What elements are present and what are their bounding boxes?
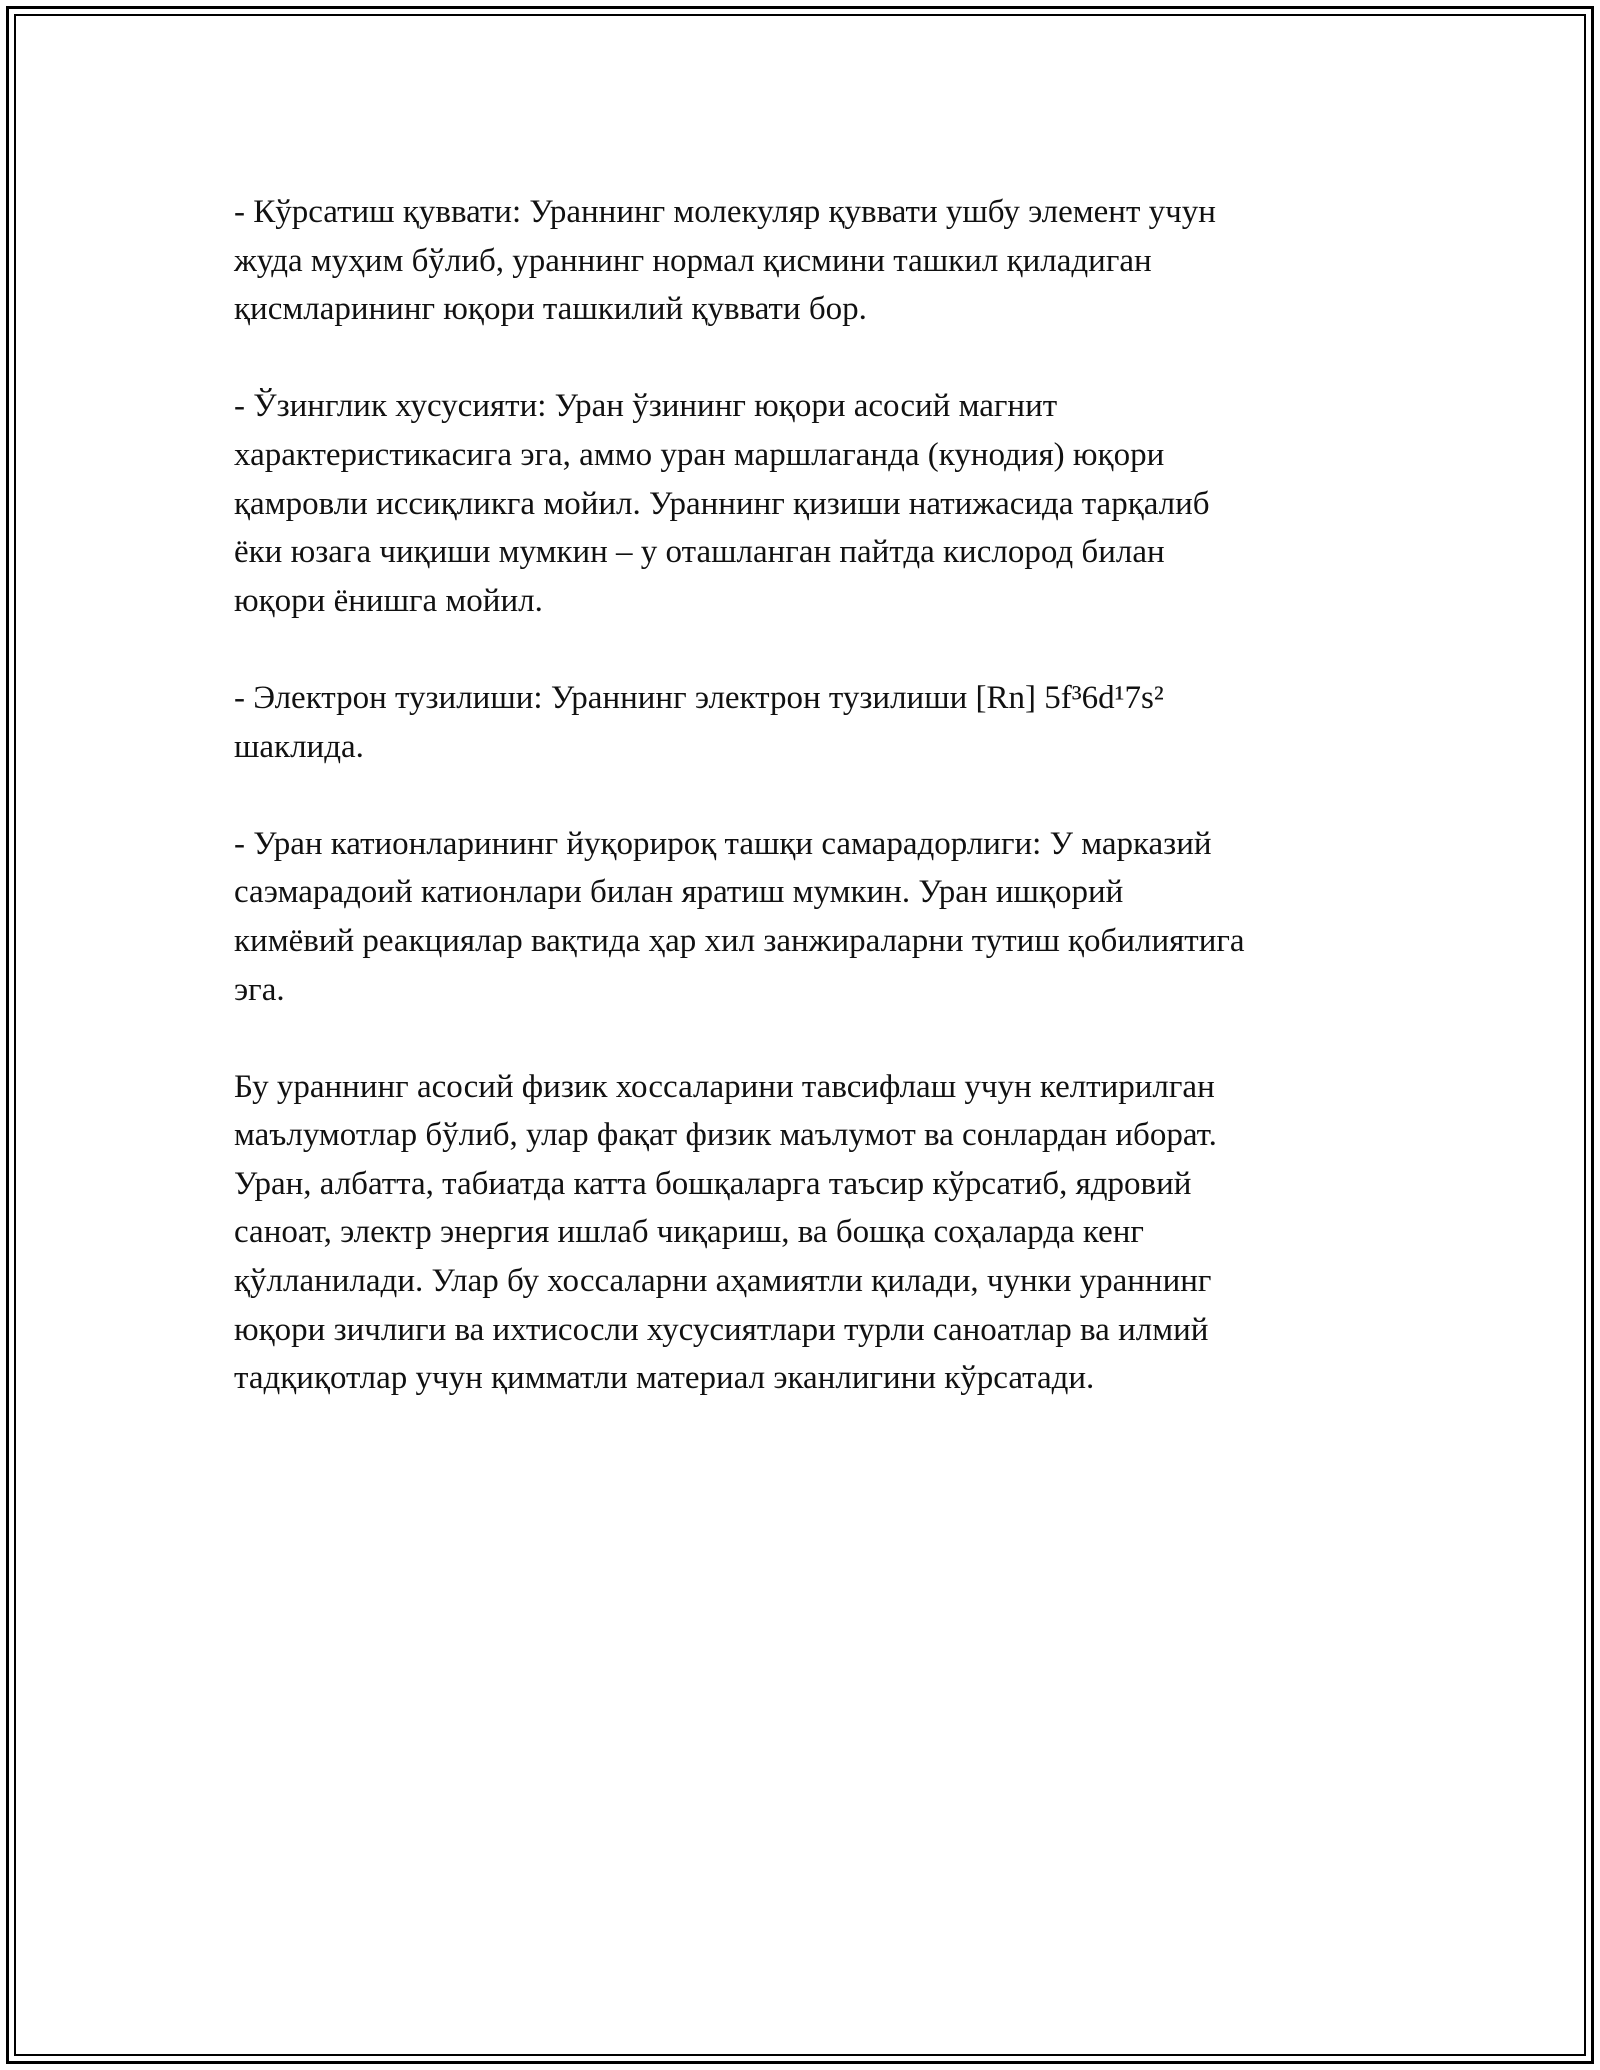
paragraph-summary: Бу ураннинг асосий физик хоссаларини тавсифлаш учун келтирилган маълумотлар бўлиб, улар фақат физик маълумот ва сонлардан иборат. Уран, албатта, табиатда катта бошқаларга таъсир кўрсатиб, ядровий саноат, электр энергия ишлаб чиқариш, ва бошқа соҳаларда кенг қўлланилади. Улар бу хоссаларни аҳамиятли қилади, чунки ураннинг юқори зичлиги ва ихтисосли хусусиятлари турли саноатлар ва илмий тадқиқотлар учун қимматли материал эканлигини кўрсатади. <box>234 1068 1217 1397</box>
document-body <box>234 188 1384 1451</box>
paragraph-electron-structure: - Электрон тузилиши: Ураннинг электрон тузилиши [Rn] 5f³6d¹7s² шаклида. <box>234 679 1164 765</box>
paragraph-self-property: - Ўзинглик хусусияти: Уран ўзининг юқори асосий магнит характеристикасига эга, аммо уран маршлаганда (кунодия) юқори қамровли иссиқликга мойил. Ураннинг қизиши натижасида тарқалиб ёки юзага чиқиши мумкин – у оташланган пайтда кислород билан юқори ёнишга мойил. <box>234 388 1210 619</box>
paragraph-cation-efficiency: - Уран катионларининг йуқорироқ ташқи самарадорлиги: У марказий саэмарадоий катионлари билан яратиш мумкин. Уран ишқорий кимёвий реакциялар вақтида ҳар хил занжираларни тутиш қобилиятига эга. <box>234 825 1245 1008</box>
paragraph-display-power: - Кўрсатиш қуввати: Ураннинг молекуляр қуввати ушбу элемент учун жуда муҳим бўлиб, ураннинг нормал қисмини ташкил қиладиган қисмларининг юқори ташкилий қуввати бор. <box>234 194 1216 328</box>
